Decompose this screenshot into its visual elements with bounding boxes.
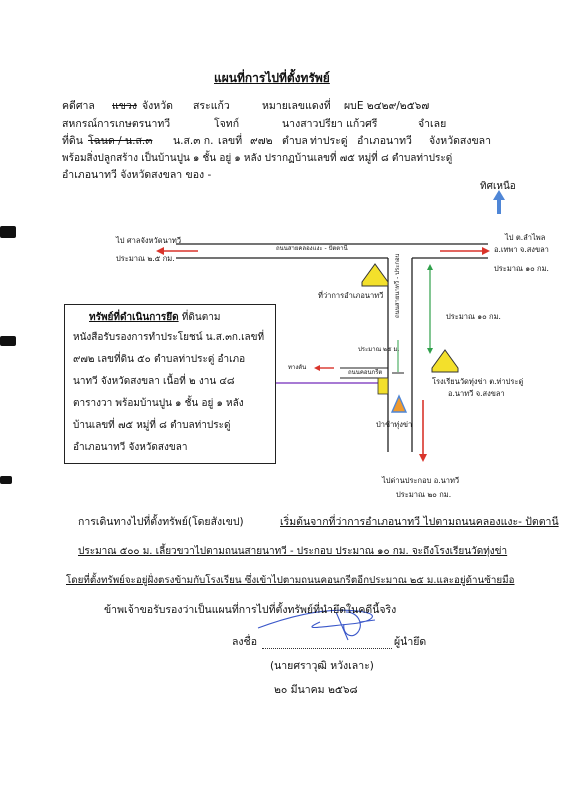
province2: จังหวัดสงขลา (429, 135, 491, 147)
property-box-heading-rest: ที่ดินตาม (181, 312, 221, 323)
directions-line2: ประมาณ ๕๐๐ ม. เลี้ยวขวาไปตามถนนสายนาทวี - ประกอบ ประมาณ ๑๐ กม. จะถึงโรงเรียนวัดทุ่งข่า (78, 546, 508, 557)
label-school-sub: อ.นาทวี จ.สงขลา (448, 389, 505, 398)
property-box (64, 304, 276, 464)
defendant-role: จำเลย (418, 118, 447, 130)
label-to-court: ไป ศาลจังหวัดนาทวี (116, 236, 182, 245)
province-label: จังหวัด (142, 100, 173, 112)
sign-label: ลงชื่อ (232, 636, 257, 648)
property-box-line: ๙๗๒ เลขที่ดิน ๕๐ ตำบลท่าประดู่ อำเภอ (73, 354, 246, 365)
label-road-vertical: ถนนสายนาทวี - ประกอบ (394, 253, 401, 318)
defendant-name: นางสาวปรียา แก้วศรี (282, 118, 378, 130)
label-court-distance: ประมาณ ๒.๕ กม. (116, 254, 175, 263)
label-school: โรงเรียนวัดทุ่งข่า ต.ท่าประดู่ (432, 377, 524, 386)
subdistrict-value: ท่าประดู่ (310, 135, 348, 147)
label-prakob-distance: ประมาณ ๒๐ กม. (396, 490, 452, 499)
property-marker (378, 378, 388, 394)
north-arrow-icon (493, 190, 505, 214)
label-to-lampai: ไป ต.ลำไพล (505, 233, 546, 242)
province-value: สระแก้ว (193, 100, 230, 112)
subdistrict-label: ตำบล (282, 135, 308, 147)
land-no-label: เลขที่ (218, 135, 243, 147)
header-line3: พร้อมสิ่งปลูกสร้าง เป็นบ้านปูน ๑ ชั้น อยู่ ๑ หลัง ปรากฏบ้านเลขที่ ๗๕ หมู่ที่ ๘ ตำบลท่าประดู่ (62, 153, 453, 164)
signer-name: (นายศราวุฒิ หวังเลาะ) (270, 660, 374, 672)
label-district-office: ที่ว่าการอำเภอนาทวี (318, 291, 384, 300)
label-lampai-sub: อ.เทพา จ.สงขลา (494, 245, 549, 254)
label-road-top: ถนนสายคลองแงะ - ปัตตานี (276, 245, 348, 252)
margin-mark (0, 336, 16, 346)
signature-line (262, 648, 392, 649)
label-to-prakob: ไปด่านประกอบ อ.นาทวี (382, 476, 460, 485)
plaintiff-role: โจทก์ (214, 118, 240, 130)
margin-mark (0, 226, 16, 238)
header-line4: อำเภอนาทวี จังหวัดสงขลา ของ - (62, 169, 212, 181)
land-label: ที่ดิน (62, 135, 83, 147)
land-type: น.ส.๓ ก. (173, 135, 214, 147)
plaintiff-name: สหกรณ์การเกษตรนาทวี (62, 118, 171, 130)
label-dead-end: ทางตัน (288, 364, 307, 371)
black-no-label: หมายเลขแดงที่ (262, 100, 331, 112)
label-right-distance: ประมาณ ๑๐ กม. (446, 312, 501, 321)
page-title: แผนที่การไปที่ตั้งทรัพย์ (214, 71, 330, 85)
temple-icon (392, 396, 406, 412)
property-box-line: บ้านเลขที่ ๗๕ หมู่ที่ ๘ ตำบลท่าประดู่ (73, 420, 231, 431)
property-box-heading: ทรัพย์ที่ดำเนินการยึด (89, 312, 179, 323)
land-no-value: ๙๗๒ (250, 135, 273, 147)
north-label: ทิศเหนือ (480, 181, 516, 192)
black-no-value: ผบE ๒๔๒๙/๒๕๖๗ (344, 100, 430, 112)
directions-lead: การเดินทางไปที่ตั้งทรัพย์(โดยสังเขป) (78, 516, 244, 528)
land-struck: โฉนด / น.ส.๓ (88, 135, 153, 147)
signature-date: ๒๐ มีนาคม ๒๕๖๘ (274, 684, 358, 696)
signer-role: ผู้นำยึด (394, 636, 427, 648)
margin-mark (0, 476, 12, 484)
directions-line3: โดยที่ตั้งทรัพย์จะอยู่ฝั่งตรงข้ามกับโรงเรียน ซึ่งเข้าไปตามถนนคอนกรีตอีกประมาณ ๒๕ ม.และอยู่ด้านซ้ายมือ (66, 575, 515, 586)
label-lampai-distance: ประมาณ ๑๐ กม. (494, 264, 549, 273)
label-concrete-road: ถนนคอนกรีต (348, 369, 383, 376)
property-box-line: นาทวี จังหวัดสงขลา เนื้อที่ ๒ งาน ๔๘ (73, 376, 235, 387)
label-25m: ประมาณ ๒๕ ม. (358, 346, 400, 353)
directions-line1: เริ่มต้นจากที่ว่าการอำเภอนาทวี ไปตามถนนคลองแงะ- ปัตตานี (280, 516, 559, 528)
label-temple: ป่าช้าทุ่งข่า (376, 420, 413, 429)
case-court: แขวง (112, 100, 137, 112)
property-box-line: อำเภอนาทวี จังหวัดสงขลา (73, 442, 188, 453)
certification-text: ข้าพเจ้าขอรับรองว่าเป็นแผนที่การไปที่ตั้งทรัพย์ที่นำยึดในคดีนี้จริง (104, 604, 397, 616)
property-box-line: ตารางวา พร้อมบ้านปูน ๑ ชั้น อยู่ ๑ หลัง (73, 398, 244, 409)
district-label: อำเภอนาทวี (357, 135, 412, 147)
district-office-icon (362, 264, 388, 286)
case-label: คดีศาล (62, 100, 95, 112)
property-box-line: หนังสือรับรองการทำประโยชน์ น.ส.๓ก.เลขที่ (73, 332, 265, 343)
school-icon (432, 350, 458, 372)
